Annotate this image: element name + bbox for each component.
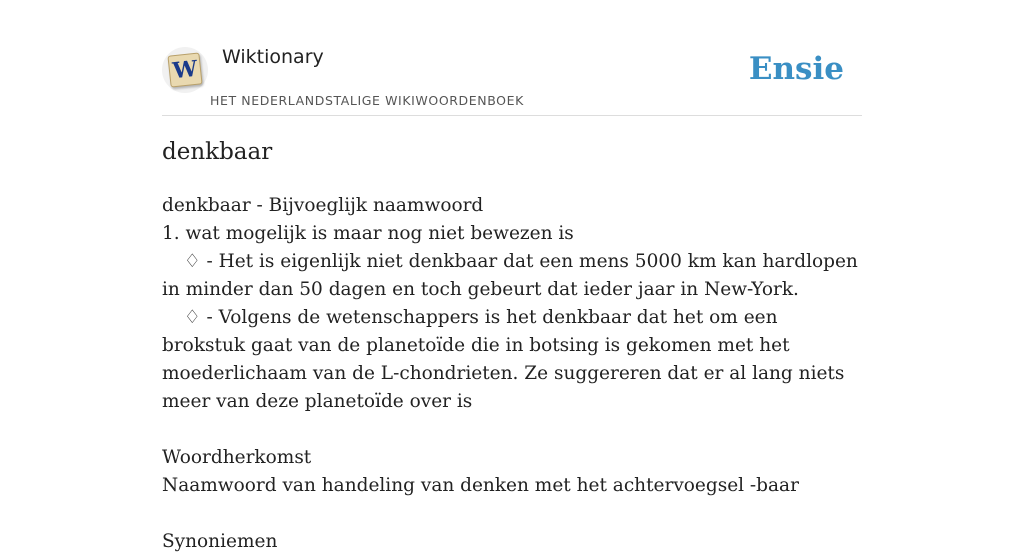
logo-letter: W: [171, 55, 199, 85]
site-subtitle: HET NEDERLANDSTALIGE WIKIWOORDENBOEK: [210, 93, 524, 108]
spacer: [162, 500, 862, 528]
page: [162, 0, 862, 552]
example-sentence: ♢ - Volgens de wetenschappers is het denkbaar dat het om een brokstuk gaat van de planetoïde die in botsing is gekomen met het moederlichaam van de L-chondrieten. Ze suggereren dat er al lang niets meer van deze planetoïde over is: [162, 307, 845, 412]
site-title[interactable]: Wiktionary: [222, 46, 324, 68]
ensie-brand-link[interactable]: Ensie: [748, 51, 844, 87]
spacer: [162, 416, 862, 444]
etymology-heading: Woordherkomst: [162, 447, 312, 468]
definition-line: 1. wat mogelijk is maar nog niet bewezen is: [162, 223, 574, 244]
entry-content: [162, 192, 862, 556]
wiktionary-logo-icon[interactable]: [162, 47, 208, 93]
part-of-speech-line: denkbaar - Bijvoeglijk naamwoord: [162, 195, 484, 216]
etymology-text: Naamwoord van handeling van denken met het achtervoegsel -baar: [162, 475, 799, 496]
page-title: denkbaar: [162, 139, 273, 165]
synonyms-heading: Synoniemen: [162, 531, 278, 552]
logo-tile: [167, 52, 202, 87]
site-header: [162, 0, 862, 116]
example-sentence: ♢ - Het is eigenlijk niet denkbaar dat een mens 5000 km kan hardlopen in minder dan 50 dagen en toch gebeurt dat ieder jaar in New-York.: [162, 251, 858, 300]
